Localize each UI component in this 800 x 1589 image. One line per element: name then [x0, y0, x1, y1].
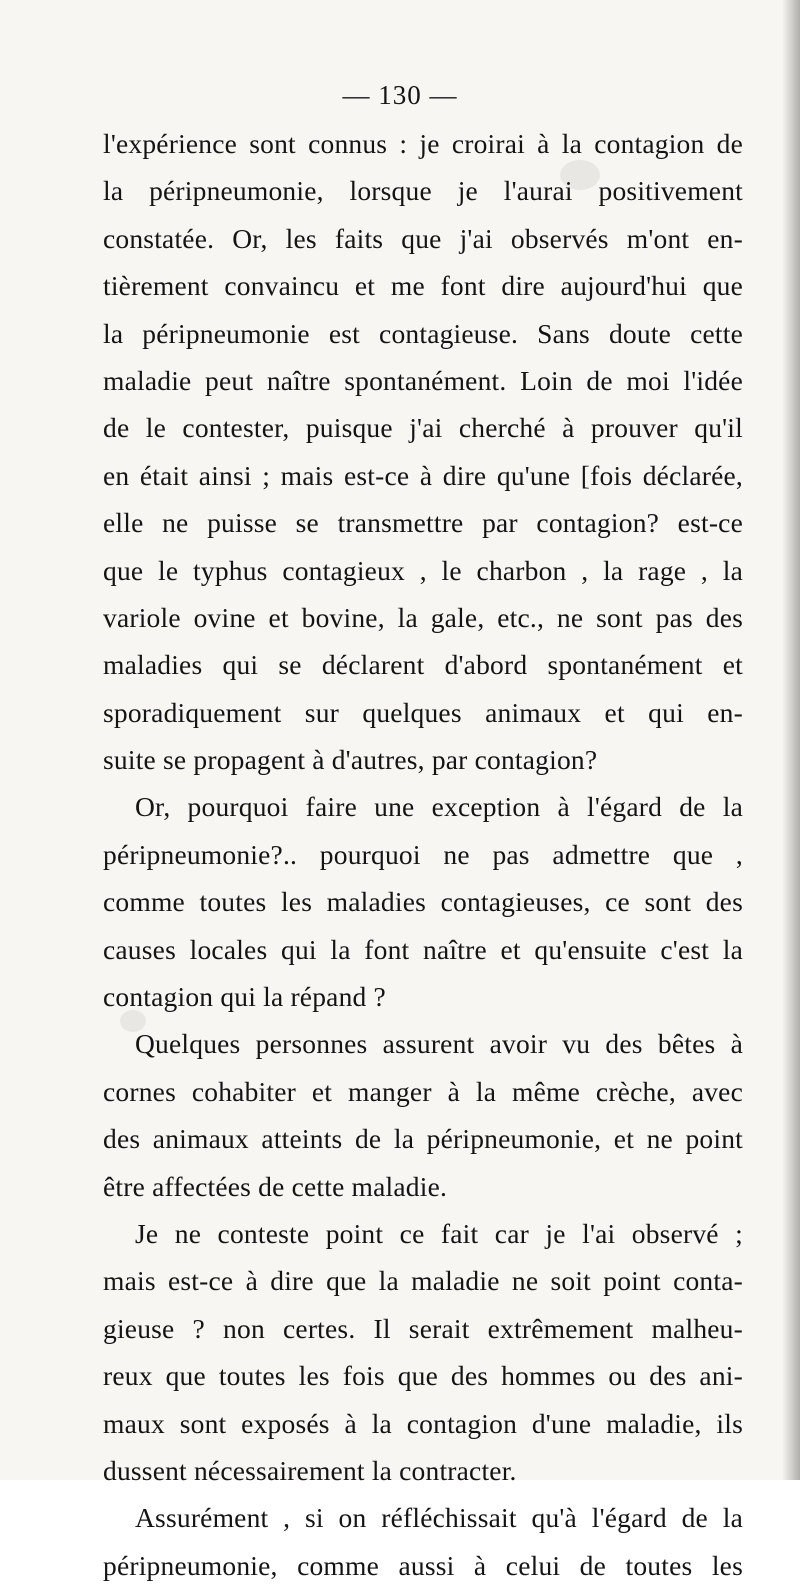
text-line: en était ainsi ; mais est-ce à dire qu'une [fois déclarée, — [103, 459, 743, 491]
text-line: contagion qui la répand ? — [103, 981, 386, 1013]
text-line: la péripneumonie, lorsque je l'aurai positivement — [103, 175, 743, 207]
text-line: Je ne conteste point ce fait car je l'ai observé ; — [135, 1217, 743, 1249]
text-line: être affectées de cette maladie. — [103, 1170, 448, 1202]
text-line: constatée. Or, les faits que j'ai observés m'ont en- — [103, 222, 743, 254]
text-line: elle ne puisse se transmettre par contagion? est-ce — [103, 507, 743, 539]
body-text — [103, 120, 743, 1589]
text-line: péripneumonie?.. pourquoi ne pas admettre que , — [103, 838, 743, 870]
text-line: péripneumonie, comme aussi à celui de toutes les — [103, 1549, 743, 1581]
text-line: dussent nécessairement la contracter. — [103, 1454, 517, 1486]
text-line: de le contester, puisque j'ai cherché à prouver qu'il — [103, 412, 743, 444]
text-line: cornes cohabiter et manger à la même crèche, avec — [103, 1075, 743, 1107]
text-line: tièrement convaincu et me font dire aujourd'hui que — [103, 270, 743, 302]
text-line: que le typhus contagieux , le charbon , la rage , la — [103, 554, 743, 586]
text-line: maux sont exposés à la contagion d'une maladie, ils — [103, 1407, 743, 1439]
text-line: Assurément , si on réfléchissait qu'à l'égard de la — [135, 1502, 743, 1534]
page-number: — 130 — — [342, 80, 458, 110]
text-line: des animaux atteints de la péripneumonie, et ne point — [103, 1123, 743, 1155]
text-line: causes locales qui la font naître et qu'ensuite c'est la — [103, 933, 743, 965]
text-line: maladie peut naître spontanément. Loin de moi l'idée — [103, 364, 743, 396]
text-line: maladies qui se déclarent d'abord spontanément et — [103, 649, 743, 681]
text-line: Or, pourquoi faire une exception à l'égard de la — [135, 791, 743, 823]
text-line: variole ovine et bovine, la gale, etc., ne sont pas des — [103, 601, 743, 633]
text-line: comme toutes les maladies contagieuses, ce sont des — [103, 886, 743, 918]
text-line: sporadiquement sur quelques animaux et qui en- — [103, 696, 743, 728]
text-line: suite se propagent à d'autres, par contagion? — [103, 744, 598, 776]
page-edge-shadow — [782, 0, 800, 1480]
text-line: gieuse ? non certes. Il serait extrêmement malheu- — [103, 1312, 743, 1344]
text-line: l'expérience sont connus : je croirai à la contagion de — [103, 128, 743, 159]
text-line: la péripneumonie est contagieuse. Sans doute cette — [103, 317, 743, 349]
text-line: Quelques personnes assurent avoir vu des bêtes à — [135, 1028, 743, 1060]
text-line: reux que toutes les fois que des hommes ou des ani- — [103, 1360, 743, 1392]
text-line: mais est-ce à dire que la maladie ne soit point conta- — [103, 1265, 743, 1297]
